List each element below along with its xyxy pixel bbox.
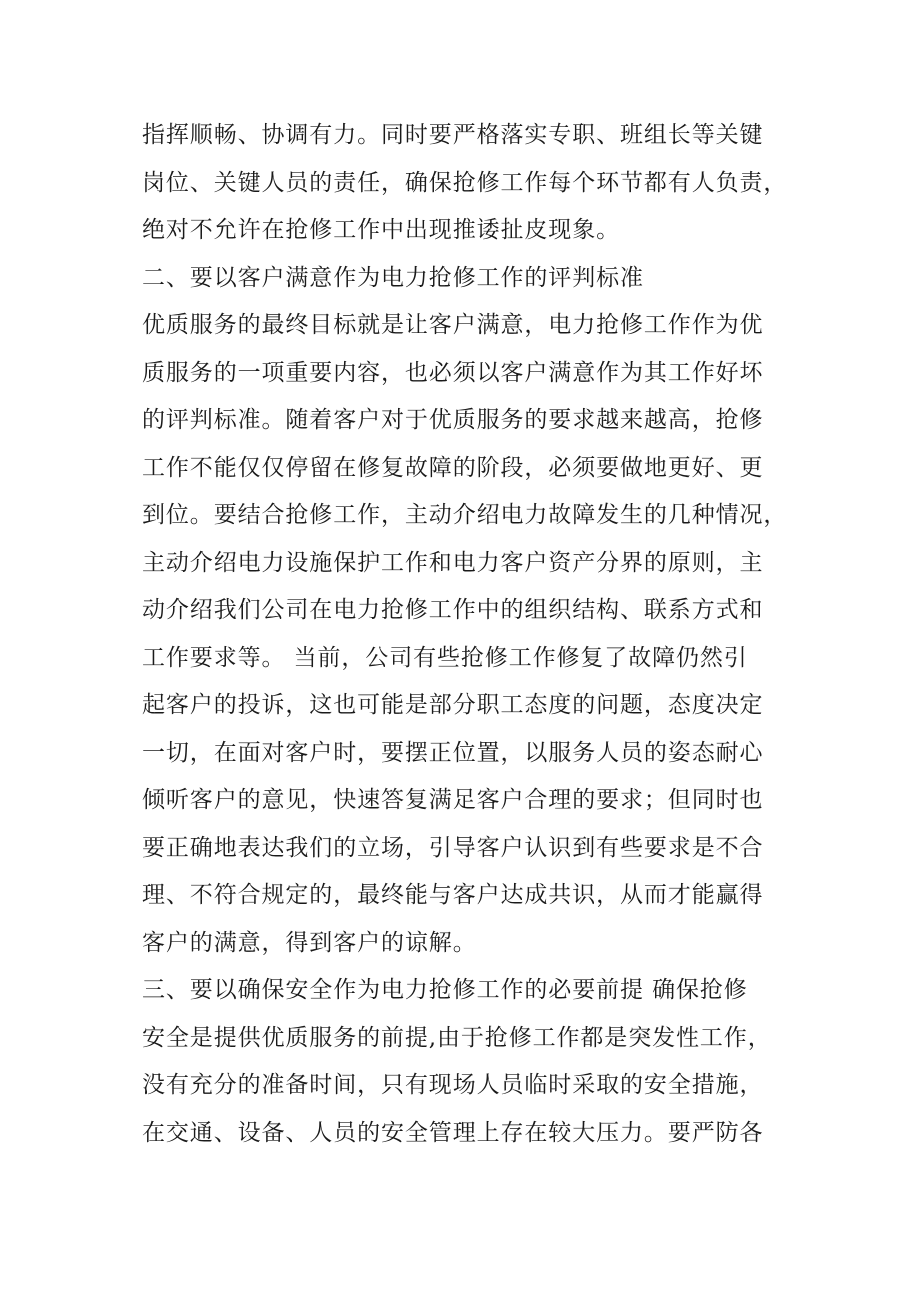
text-line: 绝对不允许在抢修工作中出现推诿扯皮现象。 [142, 217, 620, 243]
text-line: 工作要求等。 当前，公司有些抢修工作修复了故障仍然引 [142, 644, 748, 671]
text-line: 起客户的投诉，这也可能是部分职工态度的问题，态度决定 [142, 692, 764, 718]
text-line: 的评判标准。随着客户对于优质服务的要求越来越高，抢修 [142, 407, 764, 433]
body-text [142, 112, 792, 1157]
text-line: 工作不能仅仅停留在修复故障的阶段，必须要做地更好、更 [142, 454, 764, 481]
text-line: 优质服务的最终目标就是让客户满意，电力抢修工作作为优 [142, 312, 764, 338]
text-line: 要正确地表达我们的立场，引导客户认识到有些要求是不合 [142, 834, 764, 861]
text-line: 没有充分的准备时间，只有现场人员临时采取的安全措施， [142, 1072, 764, 1098]
text-line: 安全是提供优质服务的前提,由于抢修工作都是突发性工作， [142, 1024, 772, 1051]
text-line: 在交通、设备、人员的安全管理上存在较大压力。要严防各 [142, 1119, 764, 1146]
text-line: 主动介绍电力设施保护工作和电力客户资产分界的原则，主 [142, 549, 764, 576]
text-line: 倾听客户的意见，快速答复满足客户合理的要求；但同时也 [142, 787, 764, 813]
text-line: 客户的满意，得到客户的谅解。 [142, 929, 477, 956]
text-line: 理、不符合规定的，最终能与客户达成共识，从而才能赢得 [142, 882, 764, 908]
text-line: 质服务的一项重要内容，也必须以客户满意作为其工作好坏 [142, 359, 764, 386]
text-line: 一切，在面对客户时，要摆正位置，以服务人员的姿态耐心 [142, 739, 764, 766]
text-line: 到位。要结合抢修工作，主动介绍电力故障发生的几种情况， [142, 502, 788, 528]
text-line: 岗位、关键人员的责任，确保抢修工作每个环节都有人负责， [142, 169, 788, 196]
section-heading-2: 二、要以客户满意作为电力抢修工作的评判标准 [142, 264, 644, 291]
text-line: 动介绍我们公司在电力抢修工作中的组织结构、联系方式和 [142, 597, 764, 623]
text-line: 指挥顺畅、协调有力。同时要严格落实专职、班组长等关键 [142, 122, 764, 148]
section-heading-3: 三、要以确保安全作为电力抢修工作的必要前提 确保抢修 [142, 977, 748, 1003]
